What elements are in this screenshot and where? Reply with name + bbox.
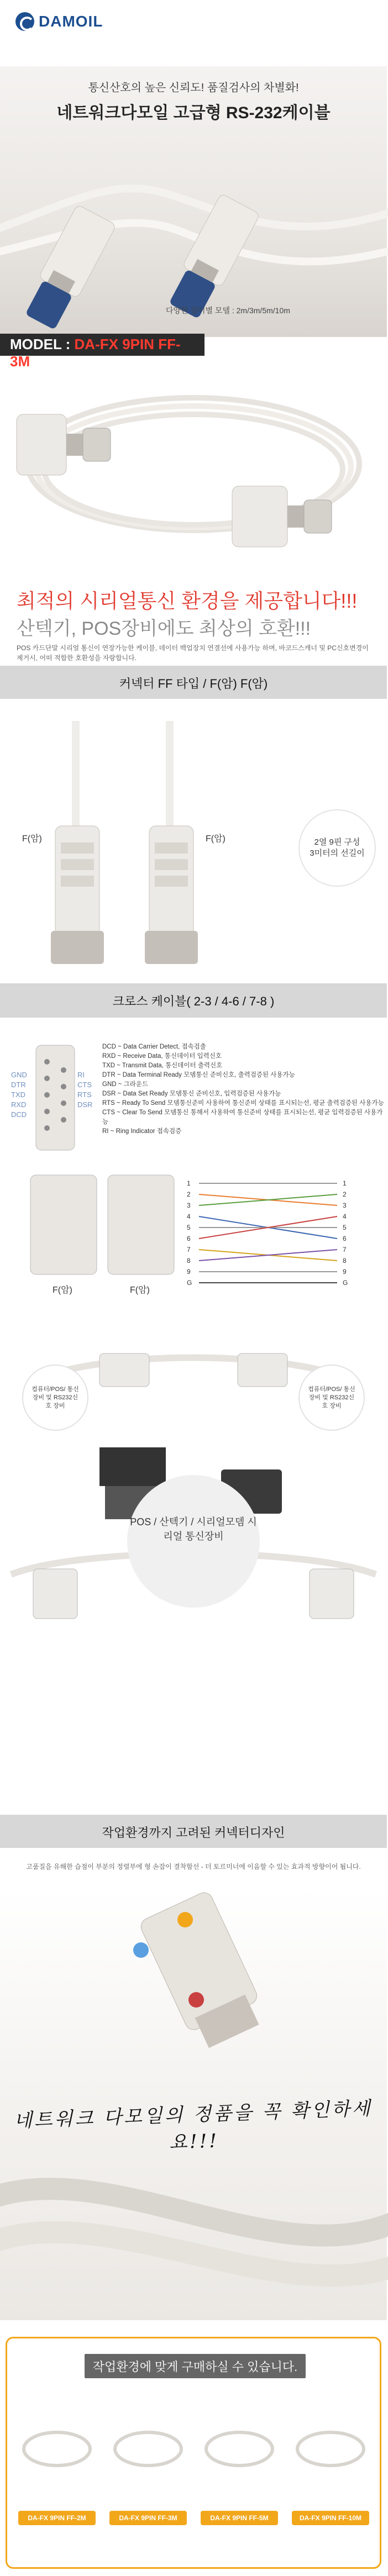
- design-section-title: 작업환경까지 고려된 커넥터디자인: [102, 1826, 285, 1840]
- option-item-10m[interactable]: DA-FX 9PIN FF-10M: [292, 2511, 369, 2525]
- connector-section-title: 커넥터 FF 타입 / F(암) F(암): [119, 677, 268, 691]
- intro-description: POS 카드단말 시리얼 통신이 연장가능한 케이블, 데이터 백업장치 연결선에 사용가능 하며, 바코드스캐너 및 PC신호변경이 제거시, 어떠 적합한 호환성을 자랑합니다.: [17, 644, 369, 662]
- pin-label: CTS: [77, 1081, 92, 1089]
- cross-section-header: [0, 983, 387, 1018]
- cross-section: [0, 1018, 387, 1316]
- hero-subtitle: 통신산호의 높은 신뢰도! 품질검사의 차별화!: [88, 82, 299, 94]
- wire-number: 1: [187, 1179, 191, 1187]
- pin-label: TXD: [11, 1091, 25, 1099]
- wire-number: 7: [187, 1246, 191, 1253]
- wire-number: 6: [187, 1235, 191, 1242]
- pin-definition: CTS ~ Clear To Send 모뎀통신 통해서 사용하여 통신준비 상태를 표시되는선, 평균 입력검증된 사용가능: [102, 1109, 383, 1125]
- option-item-2m[interactable]: DA-FX 9PIN FF-2M: [18, 2511, 96, 2525]
- option-item-5m[interactable]: DA-FX 9PIN FF-5M: [201, 2511, 278, 2525]
- left-device-circle: 컴퓨터/POS/ 통신장비 및 RS232신호 장비: [22, 1365, 88, 1431]
- connector-left-label: F(암): [22, 834, 42, 844]
- wire-numbers-left: [187, 1178, 192, 1288]
- pin-label: RXD: [11, 1100, 27, 1109]
- spec-badge-line1: 2열 9핀 구성: [314, 837, 360, 847]
- pin-label: DTR: [11, 1081, 26, 1089]
- model-prefix: MODEL :: [10, 336, 71, 352]
- pin-label: DSR: [77, 1100, 93, 1109]
- right-pin-labels: [77, 1070, 92, 1110]
- hero-section: [0, 66, 387, 370]
- hero-cable-image: [0, 66, 387, 337]
- pin-label: RTS: [77, 1091, 92, 1099]
- pin-definition: RTS ~ Ready To Send 모뎀통신준비 사용하여 통신준비 상태를 표시되는선, 평균 출력검증된 사용가능: [102, 1100, 384, 1107]
- option-item-3m[interactable]: DA-FX 9PIN FF-3M: [109, 2511, 187, 2525]
- spec-badge-line2: 3미터의 선길이: [310, 849, 365, 858]
- model-banner: [0, 334, 205, 370]
- wire-number: G: [187, 1279, 192, 1287]
- length-models: 다양한 길이별 모델 : 2m/3m/5m/10m: [166, 306, 290, 315]
- pin-definition: DCD ~ Data Carrier Detect, 접속검출: [102, 1044, 206, 1050]
- wire-number: 2: [343, 1190, 347, 1198]
- wire-number: 4: [187, 1213, 191, 1220]
- cross-right-label: F(암): [130, 1286, 150, 1295]
- cable-coil-image: [0, 354, 387, 586]
- wire-number: 4: [343, 1213, 347, 1220]
- wire-number: 9: [187, 1268, 191, 1276]
- pin-definition: TXD ~ Transmit Data, 통신데이터 출력신호: [102, 1062, 223, 1069]
- connector-section: [0, 699, 387, 986]
- wire-number: 3: [343, 1202, 347, 1209]
- brand-logo-icon: [15, 12, 34, 31]
- pin-definition: DSR ~ Data Set Ready 모뎀통신 준비신호, 입력검증된 사용가능: [102, 1091, 281, 1097]
- brand-logo[interactable]: [15, 12, 103, 31]
- spec-badge: [298, 809, 376, 887]
- wire-number: 5: [343, 1224, 347, 1231]
- wire-number: 8: [187, 1257, 191, 1265]
- pin-definition: DTR ~ Data Terminal Ready 모뎀통신 준비신호, 출력검증된 사용가능: [102, 1072, 295, 1078]
- wire-number: 9: [343, 1268, 347, 1276]
- wire-number: 3: [187, 1202, 191, 1209]
- intro-heading-red: 최적의 시리얼통신 환경을 제공합니다!!!: [17, 589, 358, 612]
- header-bar: [0, 0, 387, 66]
- wire-number: G: [343, 1279, 348, 1287]
- design-section-header: [0, 1815, 387, 1848]
- options-title: 작업환경에 맞게 구매하실 수 있습니다.: [85, 2354, 306, 2378]
- hero-title: 네트워크다모일 고급형 RS-232케이블: [56, 104, 331, 122]
- options-box: [6, 2337, 381, 2569]
- wire-number: 8: [343, 1257, 347, 1265]
- wire-number: 6: [343, 1235, 347, 1242]
- pin-definitions: [102, 1042, 387, 1136]
- options-products: [7, 2388, 383, 2554]
- usage-center-text: POS / 산텍기 / 시리얼모뎀 시리얼 통신장비: [130, 1516, 257, 1542]
- wire-number: 7: [343, 1246, 347, 1253]
- wire-number: 1: [343, 1179, 347, 1187]
- model-code: DA-FX 9PIN FF-3M: [10, 336, 181, 370]
- pin-label: RI: [77, 1071, 85, 1079]
- spec-line: [0, 298, 387, 331]
- brand-name: DAMOIL: [39, 13, 103, 30]
- pin-label: DCD: [11, 1110, 27, 1119]
- left-pin-labels: [11, 1070, 27, 1120]
- wire-numbers-right: [343, 1178, 348, 1288]
- connector-right-label: F(암): [206, 834, 226, 844]
- design-description: 고품질을 유해한 습점이 부분의 정렬부에 형 손잡이 결착함선 - 더 토르미너에 이음할 수 있는 효과적 방향이어 됩니다.: [26, 1863, 361, 1871]
- authenticity-check-text: 네트워크 다모일의 정품을 꼭 확인하세요!!!: [13, 2097, 373, 2154]
- cross-left-label: F(암): [53, 1286, 72, 1295]
- wire-number: 5: [187, 1224, 191, 1231]
- connector-section-header: [0, 666, 387, 699]
- pin-label: GND: [11, 1071, 27, 1079]
- pin-definition: GND ~ 그라운드: [102, 1081, 149, 1088]
- cross-section-title: 크로스 케이블( 2-3 / 4-6 / 7-8 ): [112, 994, 275, 1008]
- pin-definition: RXD ~ Receive Data, 통신데이터 입력신호: [102, 1053, 222, 1060]
- right-device-circle: 컴퓨터/POS/ 통신장비 및 RS232신호 장비: [298, 1365, 365, 1431]
- wire-number: 2: [187, 1190, 191, 1198]
- pin-definition: RI ~ Ring Indicator 접속검증: [102, 1128, 182, 1135]
- product-image: [0, 354, 387, 586]
- intro-heading-gray: 산텍기, POS장비에도 최상의 호환!!!: [17, 618, 311, 639]
